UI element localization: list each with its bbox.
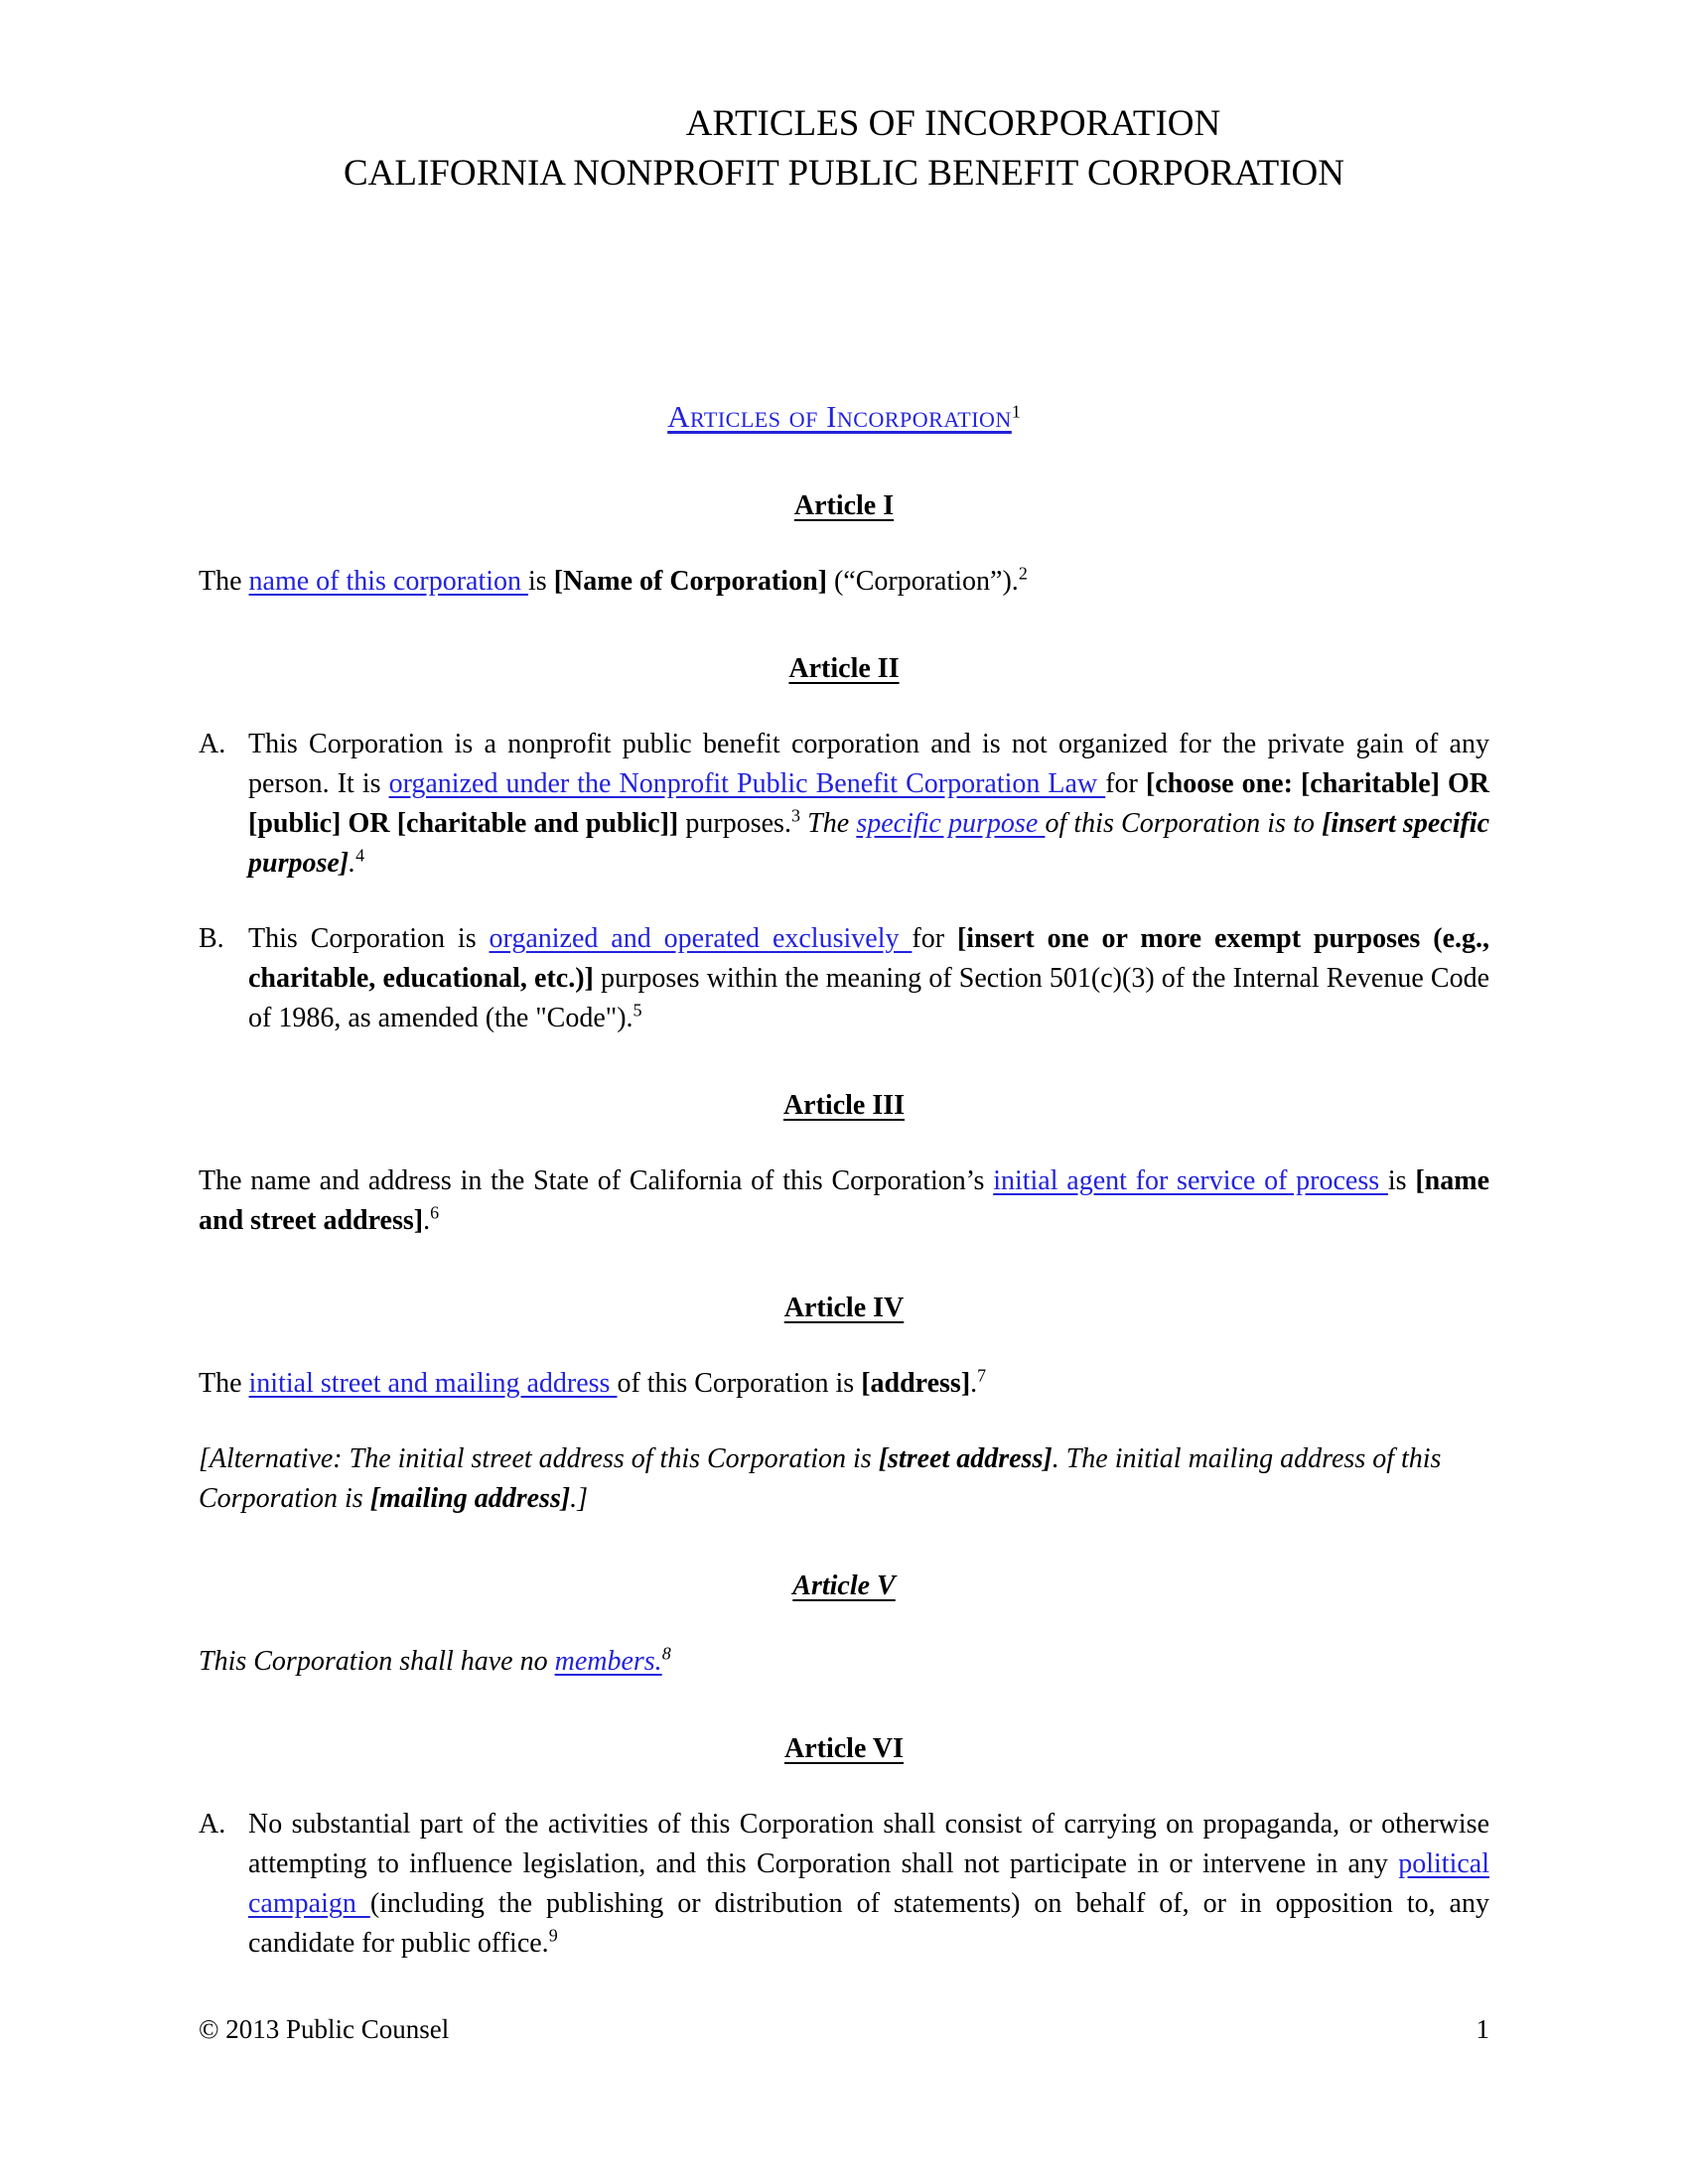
text-run: purposes. — [678, 808, 791, 839]
footnote-ref: 9 — [548, 1925, 558, 1946]
footnote-ref: 1 — [1011, 401, 1021, 422]
article-heading — [199, 1567, 1489, 1606]
text-run: This Corporation shall have no — [199, 1646, 555, 1677]
list-marker: A. — [199, 729, 226, 759]
footnote-ref: 5 — [633, 1000, 642, 1021]
document-title — [199, 99, 1489, 199]
title-line-2: CALIFORNIA NONPROFIT PUBLIC BENEFIT CORPORATION — [343, 153, 1345, 194]
text-run: [name and street address] — [199, 1165, 1489, 1236]
page-footer — [199, 2013, 1489, 2045]
text-run: for — [912, 923, 957, 954]
text-run: of this Corporation is — [617, 1368, 862, 1399]
text-run: . — [970, 1368, 978, 1399]
doc-link[interactable]: specific purpose — [856, 808, 1046, 839]
article-heading — [199, 1086, 1489, 1126]
text-run: for — [1105, 768, 1146, 799]
text-run: The name and address in the State of California of this Corporation’s — [199, 1165, 994, 1196]
article-heading-text: Article IV — [783, 1293, 905, 1323]
list-marker: A. — [199, 1809, 226, 1840]
footnote-ref: 3 — [790, 805, 800, 826]
paragraph — [199, 725, 1489, 884]
text-run: [mailing address] — [369, 1483, 571, 1514]
article-heading — [199, 1289, 1489, 1328]
text-run: [insert specific purpose] — [248, 808, 1489, 879]
text-run: . — [423, 1205, 431, 1236]
doc-link[interactable]: name of this corporation — [248, 566, 529, 597]
footnote-ref: 8 — [661, 1643, 671, 1664]
title-line-1: ARTICLES OF INCORPORATION — [685, 103, 1221, 144]
doc-link[interactable]: Articles of Incorporation — [667, 399, 1012, 434]
page-number: 1 — [1476, 2014, 1489, 2044]
text-run: of this Corporation is to — [1045, 808, 1323, 839]
article-heading-text: Article I — [793, 490, 895, 521]
text-run: This Corporation is a nonprofit public benefit corporation and is not organized for the private gain of any person. It is — [248, 729, 1489, 799]
doc-link[interactable]: members. — [554, 1646, 662, 1677]
paragraph — [199, 1805, 1489, 1964]
paragraph — [199, 1642, 1489, 1682]
article-heading-text: Article VI — [784, 1733, 904, 1764]
footnote-ref: 7 — [977, 1365, 987, 1386]
list-marker: B. — [199, 923, 224, 954]
article-heading-text: Article III — [782, 1090, 906, 1121]
paragraph — [199, 1161, 1489, 1241]
text-run: [choose one: [charitable] OR [public] OR [charitable and public]] — [248, 768, 1489, 839]
article-heading-text: Article V — [792, 1570, 896, 1601]
article-heading-text: Article II — [788, 653, 900, 684]
paragraph — [199, 1439, 1489, 1519]
text-run: is — [1387, 1165, 1416, 1196]
text-run: [street address] — [878, 1443, 1053, 1474]
text-run: . The initial mailing address of this Corporation is — [199, 1443, 1442, 1514]
text-run: purposes within the meaning of Section 501(c)(3) of the Internal Revenue Code of 1986, as amended (the "Code"). — [248, 963, 1490, 1033]
text-run: [Alternative: The initial street address of this Corporation is — [199, 1443, 879, 1474]
text-run: . — [349, 848, 356, 879]
article-heading — [199, 649, 1489, 689]
doc-link[interactable]: political campaign — [248, 1848, 1489, 1919]
text-run: [Name of Corporation] — [553, 566, 827, 597]
text-run: The — [199, 1368, 249, 1399]
text-run: This Corporation is — [248, 923, 490, 954]
text-run: The — [199, 566, 249, 597]
document-body — [199, 199, 1489, 1964]
text-run: The — [807, 808, 857, 839]
footnote-ref: 2 — [1018, 563, 1028, 584]
text-run: [address] — [861, 1368, 971, 1399]
copyright-notice: © 2013 Public Counsel — [199, 2014, 450, 2044]
doc-link[interactable]: organized under the Nonprofit Public Benefit Corporation Law — [388, 768, 1106, 799]
text-run: is — [528, 566, 554, 597]
paragraph — [199, 562, 1489, 602]
centered-link-heading — [199, 397, 1489, 439]
footnote-ref: 6 — [430, 1202, 440, 1223]
paragraph — [199, 1364, 1489, 1404]
doc-link[interactable]: organized and operated exclusively — [489, 923, 913, 954]
paragraph — [199, 919, 1489, 1038]
text-run: .] — [570, 1483, 589, 1514]
text-run: No substantial part of the activities of this Corporation shall consist of carrying on propaganda, or otherwise attempting to influence legislation, and this Corporation shall not participate in or intervene in any — [248, 1809, 1489, 1879]
text-run: [insert one or more exempt purposes (e.g., charitable, educational, etc.)] — [248, 923, 1490, 994]
doc-link[interactable]: initial agent for service of process — [993, 1165, 1388, 1196]
article-heading — [199, 1729, 1489, 1769]
text-run: (including the publishing or distribution of statements) on behalf of, or in opposition to, any candidate for public office. — [248, 1888, 1489, 1959]
text-run: (“Corporation”). — [826, 566, 1019, 597]
footnote-ref: 4 — [355, 845, 365, 866]
doc-link[interactable]: initial street and mailing address — [248, 1368, 618, 1399]
article-heading — [199, 486, 1489, 526]
